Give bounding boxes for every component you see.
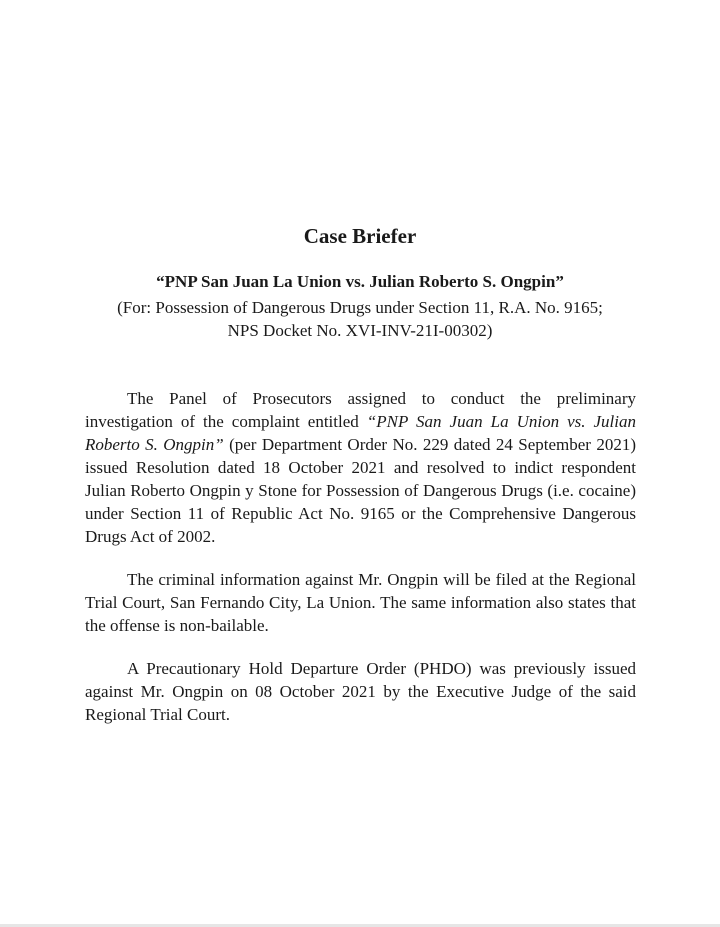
document-title: Case Briefer: [303, 224, 417, 248]
paragraph-resolution: [85, 387, 636, 548]
paragraph-resolution-text-b: (per Department Order No. 229 dated 24 September 2021) issued Resolution dated 18 October 2021 and resolved to indict respondent Julian Roberto Ongpin y Stone for Possession of Dangerous Drugs (i.e. cocaine) under Section 11 of Republic Act No. 9165 or the Comprehensive Dangerous Drugs Act of 2002.: [85, 435, 636, 546]
case-subtitle-line-1: (For: Possession of Dangerous Drugs under Section 11, R.A. No. 9165;: [117, 298, 603, 317]
paragraph-criminal-information: [85, 568, 636, 637]
case-caption: “PNP San Juan La Union vs. Julian Roberto S. Ongpin”: [156, 272, 564, 291]
case-subtitle: [60, 296, 660, 342]
case-subtitle-line-2: NPS Docket No. XVI-INV-21I-00302): [227, 321, 493, 340]
paragraph-phdo: [85, 657, 636, 726]
paragraph-phdo-text: A Precautionary Hold Departure Order (PHDO) was previously issued against Mr. Ongpin on 08 October 2021 by the Executive Judge of the said Regional Trial Court.: [85, 659, 636, 724]
paragraph-resolution-case-title: “PNP San Juan La Union vs. Julian Roberto S. Ongpin”: [85, 412, 636, 454]
paragraph-resolution-text-a: The Panel of Prosecutors assigned to conduct the preliminary investigation of the complaint entitled: [85, 389, 636, 431]
paragraph-criminal-information-text: The criminal information against Mr. Ongpin will be filed at the Regional Trial Court, San Fernando City, La Union. The same information also states that the offense is non-bailable.: [85, 570, 636, 635]
